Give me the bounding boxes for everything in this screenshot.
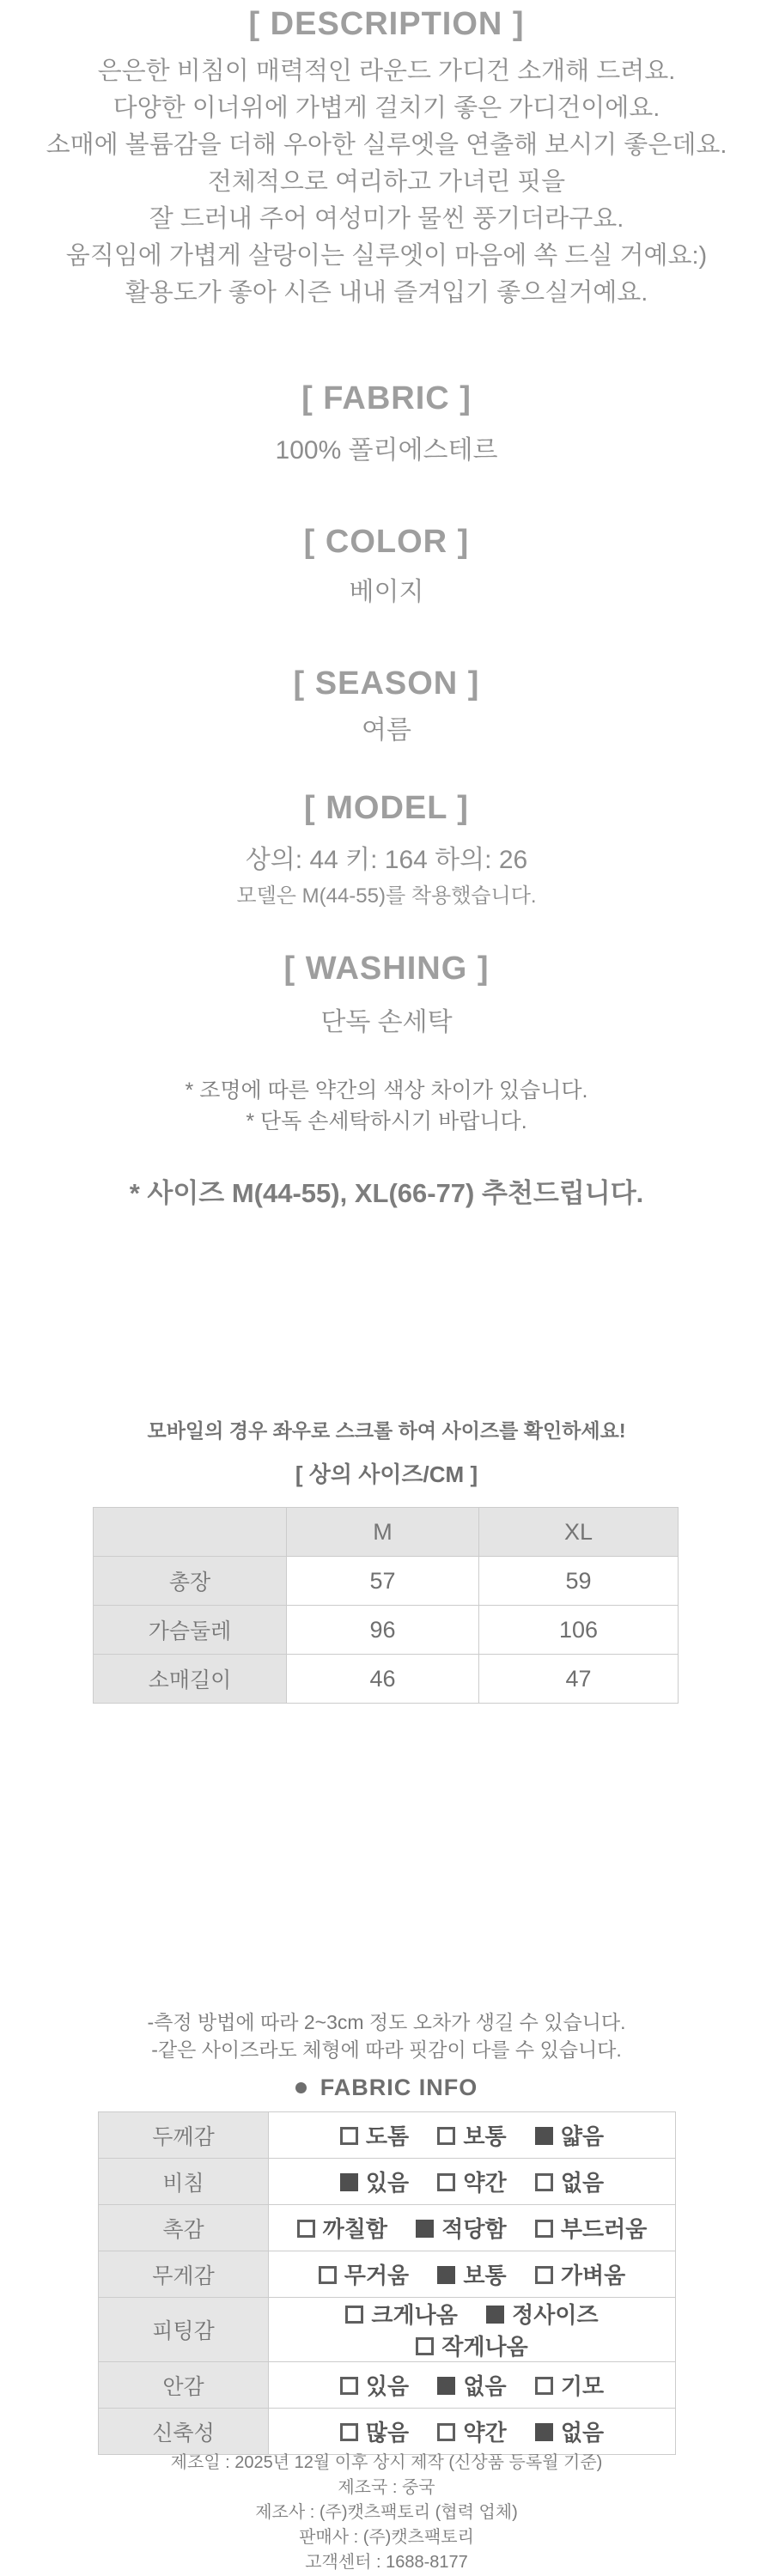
- manufacturer: 제조사 : (주)캣츠팩토리 (협력 업체): [255, 2503, 518, 2522]
- fabric-option-label: 기모: [560, 2373, 605, 2399]
- checkbox-icon: [437, 2266, 455, 2284]
- checkbox-icon: [437, 2423, 455, 2441]
- size-column-header-m: M: [287, 1508, 479, 1557]
- washing-title: [ WASHING ]: [283, 951, 490, 987]
- size-row-label: 소매길이: [94, 1655, 287, 1704]
- checkbox-icon: [437, 2173, 455, 2191]
- table-row: [94, 1606, 679, 1655]
- fabric-option-label: 도톰: [365, 2123, 410, 2149]
- checkbox-icon: [535, 2266, 553, 2284]
- fabric-option-label: 보통: [463, 2123, 507, 2149]
- size-table-title: [ 상의 사이즈/CM ]: [295, 1461, 478, 1487]
- checkbox-icon: [340, 2173, 358, 2191]
- measurement-note-line: -같은 사이즈라도 체형에 따라 핏감이 다를 수 있습니다.: [151, 2038, 622, 2061]
- manufacture-country: 제조국 : 중국: [338, 2478, 435, 2497]
- description-line: 다양한 이너위에 가볍게 걸치기 좋은 가디건이에요.: [113, 94, 660, 122]
- fabric-row-options: [269, 2362, 676, 2409]
- fabric-option-label: 없음: [463, 2373, 507, 2399]
- table-row: [94, 1655, 679, 1704]
- fabric-option-label: 무거움: [344, 2263, 410, 2288]
- fabric-option-label: 얇음: [560, 2123, 605, 2149]
- fabric-value: 100% 폴리에스테르: [275, 436, 498, 465]
- checkbox-icon: [416, 2220, 434, 2238]
- checkbox-icon: [297, 2220, 315, 2238]
- fabric-row-label: 신축성: [99, 2409, 269, 2455]
- table-row: [94, 1557, 679, 1606]
- size-row-label: 가슴둘레: [94, 1606, 287, 1655]
- fabric-option: [340, 2119, 409, 2151]
- description-title: [ DESCRIPTION ]: [248, 6, 525, 42]
- size-row-label: 총장: [94, 1557, 287, 1606]
- fabric-title: [ FABRIC ]: [301, 380, 472, 416]
- table-row: [99, 2362, 676, 2409]
- description-line: 전체적으로 여리하고 가녀린 핏을: [207, 168, 566, 196]
- fabric-option: [437, 2258, 506, 2290]
- checkbox-icon: [416, 2337, 434, 2355]
- fabric-row-options: [269, 2298, 676, 2362]
- checkbox-icon: [345, 2306, 363, 2324]
- fabric-option: [416, 2212, 506, 2244]
- fabric-info-header: [0, 2072, 773, 2103]
- washing-value: 단독 손세탁: [320, 1008, 453, 1036]
- fabric-option: [486, 2298, 598, 2330]
- fabric-option: [297, 2212, 387, 2244]
- checkbox-icon: [437, 2377, 455, 2395]
- color-title: [ COLOR ]: [303, 524, 470, 560]
- fabric-option-label: 없음: [560, 2420, 605, 2445]
- description-paragraph: [0, 53, 773, 312]
- season-value: 여름: [362, 716, 411, 744]
- care-notes: [0, 1075, 773, 1137]
- fabric-option-label: 있음: [365, 2170, 410, 2196]
- checkbox-icon: [340, 2423, 358, 2441]
- description-line: 잘 드러내 주어 여성미가 물씬 풍기더라구요.: [149, 205, 624, 233]
- fabric-option: [319, 2258, 409, 2290]
- size-value: 57: [287, 1557, 479, 1606]
- fabric-option-label: 까칠함: [322, 2216, 388, 2242]
- fabric-option: [437, 2119, 506, 2151]
- bullet-icon: [295, 2082, 307, 2093]
- checkbox-icon: [535, 2423, 553, 2441]
- fabric-option-label: 보통: [463, 2263, 507, 2288]
- checkbox-icon: [535, 2127, 553, 2145]
- fabric-option: [437, 2415, 506, 2447]
- fabric-option-label: 약간: [463, 2170, 507, 2196]
- checkbox-icon: [535, 2173, 553, 2191]
- fabric-option: [535, 2258, 625, 2290]
- fabric-info-table: [98, 2111, 676, 2455]
- fabric-option: [437, 2369, 506, 2401]
- fabric-option: [345, 2298, 457, 2330]
- fabric-option: [340, 2166, 409, 2197]
- mobile-scroll-hint: 모바일의 경우 좌우로 스크롤 하여 사이즈를 확인하세요!: [147, 1419, 626, 1442]
- size-value: 46: [287, 1655, 479, 1704]
- fabric-row-label: 안감: [99, 2362, 269, 2409]
- manufacturing-info: [0, 2451, 773, 2575]
- fabric-row-label: 피팅감: [99, 2298, 269, 2362]
- checkbox-icon: [486, 2306, 504, 2324]
- fabric-option-label: 작게나옴: [441, 2334, 528, 2360]
- fabric-option-label: 없음: [560, 2170, 605, 2196]
- table-row: [99, 2409, 676, 2455]
- fabric-option-label: 있음: [365, 2373, 410, 2399]
- fabric-option: [340, 2369, 409, 2401]
- fabric-option: [535, 2119, 604, 2151]
- fabric-info-header-label: FABRIC INFO: [320, 2075, 478, 2100]
- description-line: 활용도가 좋아 시즌 내내 즐겨입기 좋으실거예요.: [125, 279, 648, 307]
- size-table: [93, 1507, 679, 1704]
- checkbox-icon: [535, 2220, 553, 2238]
- fabric-option: [535, 2166, 604, 2197]
- seller: 판매사 : (주)캣츠팩토리: [299, 2528, 474, 2547]
- table-row: [99, 2112, 676, 2159]
- fabric-row-options: [269, 2205, 676, 2251]
- fabric-option: [340, 2415, 409, 2447]
- fabric-option-label: 적당함: [441, 2216, 507, 2242]
- customer-center: 고객센터 : 1688-8177: [305, 2553, 468, 2572]
- care-note-line: * 조명에 따른 약간의 색상 차이가 있습니다.: [185, 1078, 588, 1103]
- size-table-header-row: [94, 1508, 679, 1557]
- fabric-option: [535, 2415, 604, 2447]
- description-line: 움직임에 가볍게 살랑이는 실루엣이 마음에 쏙 드실 거예요:): [65, 242, 708, 270]
- description-line: 은은한 비침이 매력적인 라운드 가디건 소개해 드려요.: [97, 58, 676, 85]
- checkbox-icon: [437, 2127, 455, 2145]
- fabric-option-label: 가벼움: [560, 2263, 626, 2288]
- fabric-row-options: [269, 2251, 676, 2298]
- size-recommendation: * 사이즈 M(44-55), XL(66-77) 추천드립니다.: [129, 1178, 644, 1208]
- measurement-notes: [0, 2008, 773, 2063]
- fabric-row-options: [269, 2409, 676, 2455]
- size-value: 59: [479, 1557, 679, 1606]
- season-title: [ SEASON ]: [293, 665, 480, 702]
- checkbox-icon: [319, 2266, 337, 2284]
- fabric-option-label: 약간: [463, 2420, 507, 2445]
- fabric-option-label: 크게나옴: [371, 2302, 458, 2328]
- fabric-row-options: [269, 2112, 676, 2159]
- table-row: [99, 2159, 676, 2205]
- checkbox-icon: [340, 2127, 358, 2145]
- fabric-row-options: [269, 2159, 676, 2205]
- model-wearing-size: 모델은 M(44-55)를 착용했습니다.: [236, 884, 537, 908]
- fabric-option-label: 많음: [365, 2420, 410, 2445]
- fabric-option-label: 정사이즈: [512, 2302, 599, 2328]
- table-row: [99, 2298, 676, 2362]
- care-note-line: * 단독 손세탁하시기 바랍니다.: [246, 1109, 527, 1133]
- manufacture-date: 제조일 : 2025년 12월 이후 상시 제작 (신상품 등록월 기준): [170, 2453, 603, 2472]
- measurement-note-line: -측정 방법에 따라 2~3cm 정도 오차가 생길 수 있습니다.: [147, 2011, 626, 2033]
- fabric-option: [437, 2166, 506, 2197]
- size-column-header-xl: XL: [479, 1508, 679, 1557]
- fabric-option: [416, 2330, 527, 2361]
- fabric-row-label: 촉감: [99, 2205, 269, 2251]
- size-value: 47: [479, 1655, 679, 1704]
- description-line: 소매에 볼륨감을 더해 우아한 실루엣을 연출해 보시기 좋은데요.: [46, 131, 727, 159]
- model-stats: 상의: 44 키: 164 하의: 26: [245, 846, 528, 874]
- model-title: [ MODEL ]: [304, 790, 469, 826]
- checkbox-icon: [340, 2377, 358, 2395]
- checkbox-icon: [535, 2377, 553, 2395]
- table-row: [99, 2251, 676, 2298]
- size-table-corner-cell: [94, 1508, 287, 1557]
- fabric-option: [535, 2369, 604, 2401]
- fabric-option: [535, 2212, 647, 2244]
- fabric-row-label: 무게감: [99, 2251, 269, 2298]
- fabric-row-label: 비침: [99, 2159, 269, 2205]
- table-row: [99, 2205, 676, 2251]
- size-value: 96: [287, 1606, 479, 1655]
- fabric-row-label: 두께감: [99, 2112, 269, 2159]
- color-value: 베이지: [349, 578, 424, 606]
- size-value: 106: [479, 1606, 679, 1655]
- fabric-option-label: 부드러움: [560, 2216, 648, 2242]
